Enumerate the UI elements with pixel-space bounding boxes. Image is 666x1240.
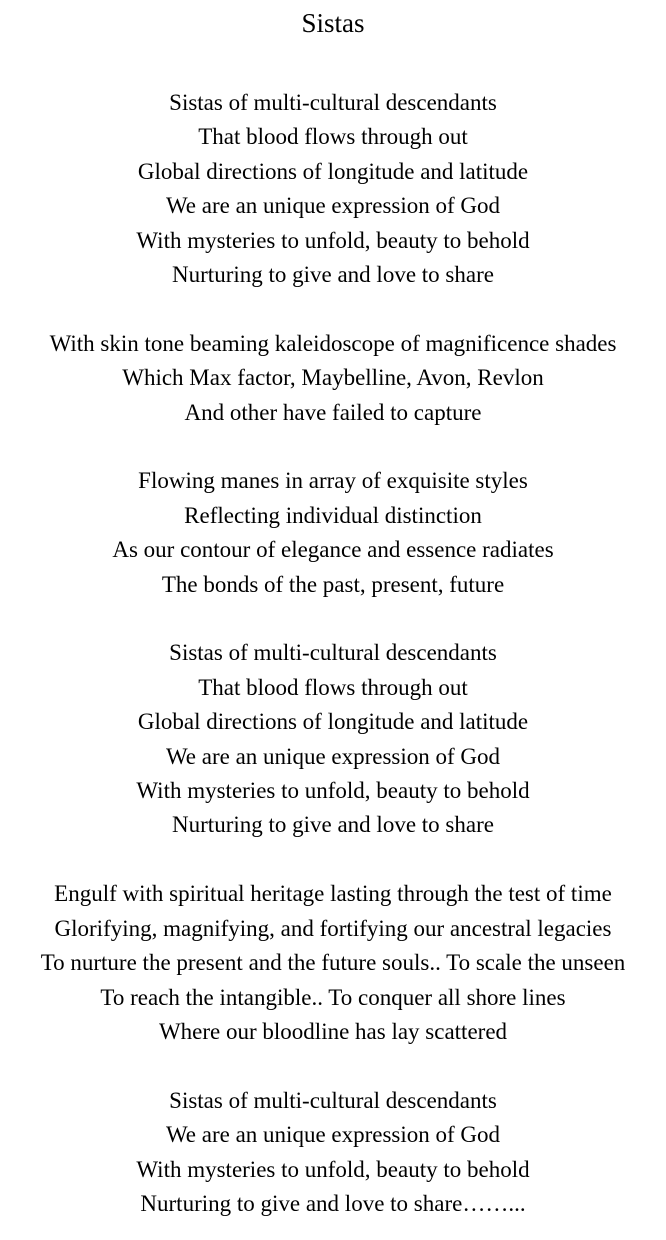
poem-line: Nurturing to give and love to share……... bbox=[140, 1190, 526, 1216]
stanza-3 bbox=[0, 464, 666, 602]
poem-line: That blood flows through out bbox=[198, 124, 468, 150]
poem-line: With mysteries to unfold, beauty to behold bbox=[136, 778, 530, 804]
poem-line: Which Max factor, Maybelline, Avon, Revlon bbox=[122, 365, 544, 391]
stanza-6 bbox=[0, 1084, 666, 1222]
poem-line: Sistas of multi-cultural descendants bbox=[169, 640, 497, 666]
poem-line: Global directions of longitude and latitude bbox=[137, 709, 529, 735]
stanza-4 bbox=[0, 636, 666, 842]
poem-line: We are an unique expression of God bbox=[165, 1122, 501, 1148]
poem-line: Sistas of multi-cultural descendants bbox=[169, 90, 497, 115]
poem-line: With mysteries to unfold, beauty to behold bbox=[136, 1156, 530, 1182]
poem-line: Reflecting individual distinction bbox=[184, 502, 482, 528]
poem-line: To nurture the present and the future souls.. To scale the unseen bbox=[40, 950, 626, 976]
stanza-1 bbox=[0, 86, 666, 292]
stanza-2 bbox=[0, 327, 666, 430]
poem-line: Where our bloodline has lay scattered bbox=[158, 1018, 508, 1044]
poem-line: And other have failed to capture bbox=[184, 399, 482, 425]
poem-line: With mysteries to unfold, beauty to behold bbox=[136, 227, 530, 253]
poem-line: The bonds of the past, present, future bbox=[161, 571, 505, 597]
poem-line: Sistas of multi-cultural descendants bbox=[169, 1087, 497, 1113]
poem-line: As our contour of elegance and essence radiates bbox=[112, 537, 554, 563]
poem-line: That blood flows through out bbox=[198, 674, 468, 700]
poem-title: Sistas bbox=[301, 8, 365, 38]
poem-line: Global directions of longitude and latitude bbox=[137, 158, 529, 184]
poem-line: Nurturing to give and love to share bbox=[172, 812, 494, 838]
poem-line: Nurturing to give and love to share bbox=[172, 262, 494, 288]
stanza-5 bbox=[0, 877, 666, 1049]
poem-line: Flowing manes in array of exquisite styles bbox=[138, 468, 528, 494]
poem-line: To reach the intangible.. To conquer all shore lines bbox=[100, 984, 566, 1010]
poem-line: We are an unique expression of God bbox=[165, 743, 501, 769]
poem-line: With skin tone beaming kaleidoscope of magnificence shades bbox=[49, 330, 617, 356]
poem-line: Engulf with spiritual heritage lasting through the test of time bbox=[54, 881, 612, 907]
poem-line: We are an unique expression of God bbox=[165, 193, 501, 219]
poem-line: Glorifying, magnifying, and fortifying our ancestral legacies bbox=[54, 915, 612, 941]
